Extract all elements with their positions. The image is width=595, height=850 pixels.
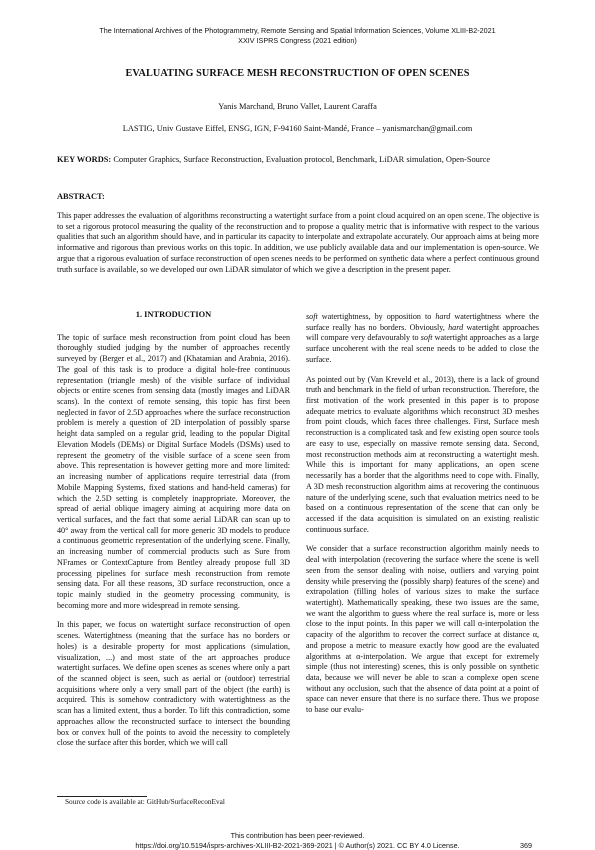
footer-peer-review: This contribution has been peer-reviewed.: [230, 831, 365, 840]
hard-term: hard: [435, 312, 451, 321]
intro-p2-text-e: watertight approaches as a large surface uncoherent with the real scene needs to be added to close the surface.: [306, 333, 539, 364]
intro-p2-text: In this paper, we focus on watertight surface reconstruction of open scenes. Watertightness (meaning that the surface has no borders or holes) is a desirable property for most applications (simulation, visualization, ...) and most state of the art approaches produce watertight surfaces. We define open scenes as scenes where only a part of the scanned object is seen, such as aerial or (outdoor) terrestrial acquisitions where only a very small part of the object (the earth) is acquired. This is somehow contradictory with watertightness as the scan has a limited extent, thus a border. To lift this contradiction, some approaches allow the reconstructed surface to intersect the bounding box or convex hull of the points to avoid the necessity to completely close the surface after this border, which we will call: [57, 620, 290, 748]
keywords-label: KEY WORDS:: [57, 155, 112, 164]
keywords-text: Computer Graphics, Surface Reconstruction, Evaluation protocol, Benchmark, LiDAR simulation, Open-Source: [113, 155, 491, 164]
authors: Yanis Marchand, Bruno Vallet, Laurent Caraffa: [218, 102, 377, 111]
intro-paragraph-4: We consider that a surface reconstruction algorithm mainly needs to deal with interpolation (recovering the surface where the scene is well seen from the sensor dealing with noise, outliers and varying point density while preserving the (possibly sharp) features of the scene) and extrapolation (filling holes of various sizes to make the surface watertight). Mathematically speaking, these two issues are the same, we want the algorithm to guess where the real surface is, more or less close to the input points. In this paper we will call α-interpolation the capacity of the algorithm to recover the correct surface at distance α, and propose a metric to measure exactly how good are the evaluated algorithms at α-interpolation. We argue that except for extremely simple (thus not interesting) scenes, this is only possible on synthetic data, because we will never be able to scan a complexe open scene without any occlusion, such that the absence of data point at a point of space can never ensure that there is no surface there. Thus we propose to base our evalu-: [306, 544, 539, 715]
intro-paragraph-2: [57, 620, 290, 749]
footer-doi: https://doi.org/10.5194/isprs-archives-XLIII-B2-2021-369-2021 | © Author(s) 2021. CC BY 4.0 License.: [135, 840, 460, 850]
intro-paragraph-2-cont: [306, 312, 539, 366]
affiliation: LASTIG, Univ Gustave Eiffel, ENSG, IGN, F-94160 Saint-Mandé, France – yanismarchan@gmail.com: [122, 124, 473, 133]
abstract-text: This paper addresses the evaluation of algorithms reconstructing a watertight surface from a point cloud acquired on an open scene. The objective is to set a rigorous protocol measuring the quality of the reconstruction and to propose a quality metric that is informative with respect to the various qualities that such an algorithm should have, and in particular its capacity to interpolate and extrapolate accurately. Our approach aims at being more informative and rigorous than previous works on this topic. In addition, we use publicly available data and our implementation is open-source. We argue that a rigorous evaluation of surface reconstruction of open scenes needs to be performed on synthetic data where a perfect continuous ground truth surface is available, so we developed our own LiDAR simulator of which we give a description in the present paper.: [57, 211, 539, 274]
soft-term-2: soft: [420, 333, 433, 343]
intro-paragraph-1: The topic of surface mesh reconstruction from point cloud has been thoroughly studied judging by the number of approaches recently surveyed by (Berger et al., 2017) and (Khatamian and Arabnia, 2016). The goal of this task is to produce a digital hole-free continuous representation (triangle mesh) of the visible surface of individual objects or entire scenes from sensing data (mostly images and LiDAR scans). In the context of remote sensing, this topic has first been neglected in favor of 2.5D approaches where the surface reconstruction problem is merely a question of 2D interpolation of possibly sparse height data sampled on a regular grid, leading to the popular Digital Elevation Models (DEMs) or Digital Surface Models (DSMs) used to represent the geometry of the visible surface of a scene seen from above. This representation is however getting more and more limited: an increasing number of applications require terrestrial data (from Mobile Mapping Systems, fixed stations and hand-held cameras) for which the 2.5D setting is completely inappropriate. Moreover, the spread of aerial oblique imagery aiming at acquiring more data on vertical surfaces, and the fact that some aerial LiDAR can scan up to 40° away from the vertical call for more generic 3D models to produce a continuous geometric representation of the underlying scene. Finally, an increasing number of commercial products such as Sure from NFrames or ContextCapture from Bentley already propose full 3D processing pipelines for surface mesh reconstruction from remote sensing data. For all these reasons, 3D surface reconstruction, once a topic mainly studied in the geometry processing community, is becoming more and more widespread in remote sensing.: [57, 332, 290, 610]
hard-term-2: hard: [448, 322, 464, 332]
left-column: [57, 310, 290, 758]
intro-p2-text-c: watertightness where the surface really has no borders. Obviously,: [306, 312, 539, 332]
page-footer: [60, 831, 535, 850]
intro-paragraph-3: As pointed out by (Van Kreveld et al., 2013), there is a lack of ground truth and benchmark in the field of urban reconstruction. Therefore, the first motivation of the work presented in this paper is to propose adequate metrics to evaluate algorithms which reconstruct 3D meshes from point clouds, which faces three challenges. First, Surface mesh reconstruction is a complicated task and few existing open source tools are easy to use, especially on massive remote sensing data. Second, most reconstruction methods aim at reconstructing a watertight mesh. While this is important for many applications, an open scene necessarily has a border that the algorithms need to cope with. Finally, A 3D mesh reconstruction algorithm aims at recovering the continuous nature of the underlying scene, such that evaluation metrics need to be based on a continuous representation of the scene that can only be accessed if the data acquisition is simulated on an existing realistic continuous surface.: [306, 374, 539, 534]
soft-term: soft: [306, 312, 318, 321]
keywords: [57, 155, 539, 166]
footnote: Source code is available at: GitHub/SurfaceReconEval: [65, 797, 225, 806]
paper-title: EVALUATING SURFACE MESH RECONSTRUCTION OF OPEN SCENES: [125, 68, 470, 79]
intro-p2-text-d: watertight approaches will compare very defavourably to: [306, 322, 539, 343]
intro-p2-text-b: watertightness, by opposition to: [321, 312, 432, 321]
running-header: [55, 26, 540, 45]
header-journal: The International Archives of the Photogrammetry, Remote Sensing and Spatial Information Sciences, Volume XLIII-B2-2021: [99, 26, 496, 35]
header-congress: XXIV ISPRS Congress (2021 edition): [238, 35, 357, 45]
abstract-heading: ABSTRACT:: [57, 192, 105, 201]
right-column: [306, 312, 539, 725]
page-number: 369: [520, 840, 532, 850]
section-heading: 1. INTRODUCTION: [135, 310, 212, 319]
